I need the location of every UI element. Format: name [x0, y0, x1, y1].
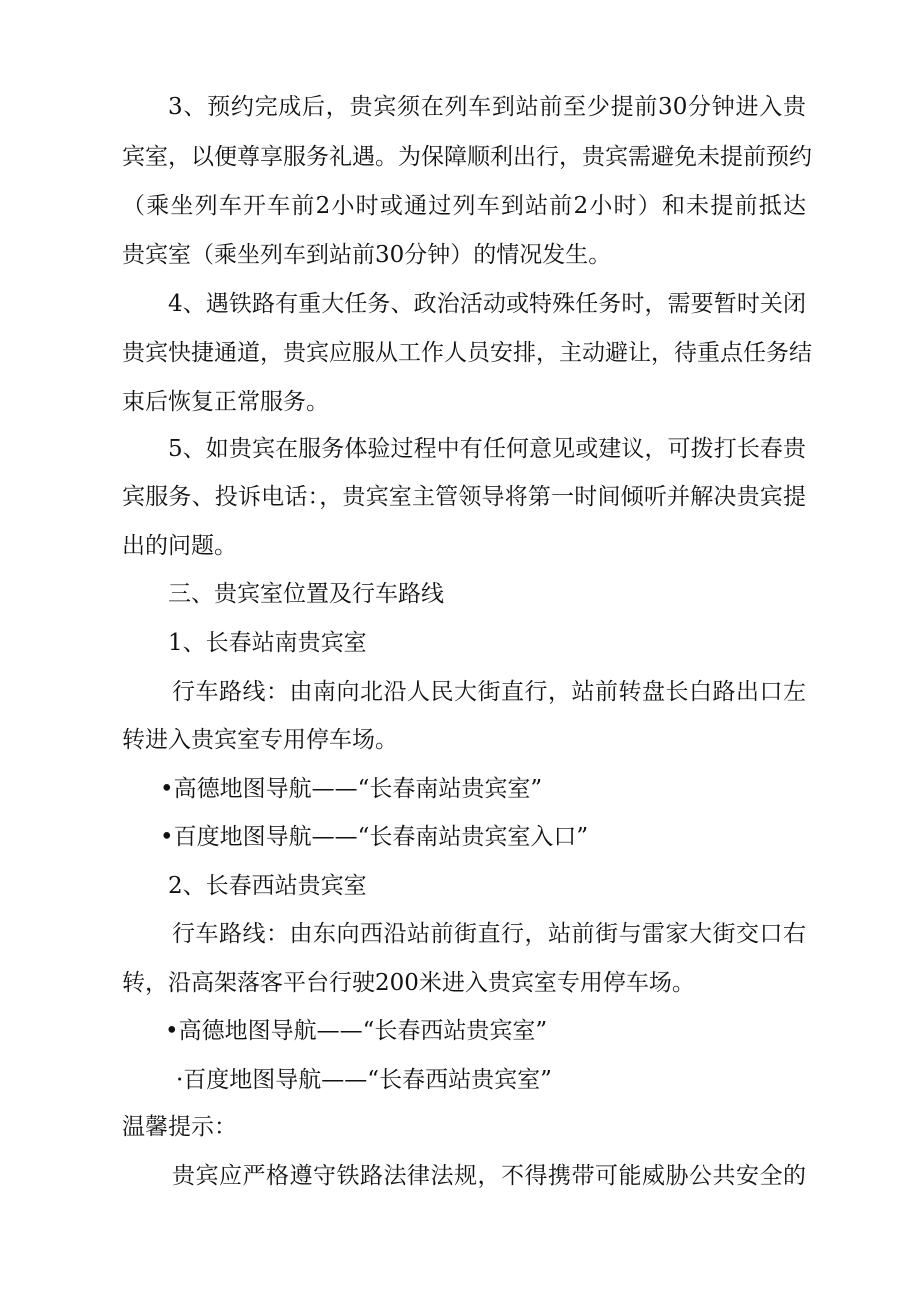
west-gaode-nav: •高德地图导航——“长春西站贵宾室” — [165, 1018, 548, 1044]
paragraph-3-line-2: 宾室，以便尊享服务礼遇。为保障顺利出行，贵宾需避免未提前预约 — [122, 144, 812, 170]
paragraph-4-line-1: 4、遇铁路有重大任务、政治活动或特殊任务时，需要暂时关闭 — [168, 291, 806, 317]
paragraph-5-line-2: 宾服务、投诉电话：，贵宾室主管领导将第一时间倾听并解决贵宾提 — [122, 484, 806, 510]
paragraph-5-line-3: 出的问题。 — [122, 533, 237, 559]
subheading-west-station: 2、长春西站贵宾室 — [168, 873, 367, 899]
paragraph-3-line-4: 贵宾室（乘坐列车到站前30分钟）的情况发生。 — [122, 242, 612, 268]
paragraph-3-line-3: （乘坐列车开车前2小时或通过列车到站前2小时）和未提前抵达 — [122, 193, 806, 219]
paragraph-4-line-2: 贵宾快捷通道，贵宾应服从工作人员安排，主动避让，待重点任务结 — [122, 340, 812, 366]
west-baidu-nav: ·百度地图导航——“长春西站贵宾室” — [176, 1067, 552, 1093]
section-heading: 三、贵宾室位置及行车路线 — [168, 581, 444, 607]
south-route-line-1: 行车路线：由南向北沿人民大街直行，站前转盘长白路出口左 — [172, 679, 806, 705]
south-route-line-2: 转进入贵宾室专用停车场。 — [122, 727, 398, 753]
south-gaode-nav: •高德地图导航——“长春南站贵宾室” — [160, 776, 543, 802]
west-route-line-2: 转，沿高架落客平台行驶200米进入贵宾室专用停车场。 — [122, 970, 695, 996]
warm-tip-heading: 温馨提示： — [122, 1114, 237, 1140]
paragraph-5-line-1: 5、如贵宾在服务体验过程中有任何意见或建议，可拨打长春贵 — [168, 436, 806, 462]
south-baidu-nav: •百度地图导航——“长春南站贵宾室入口” — [160, 824, 589, 850]
paragraph-3-line-1: 3、预约完成后，贵宾须在列车到站前至少提前30分钟进入贵 — [168, 94, 806, 120]
warm-tip-line-1: 贵宾应严格遵守铁路法律法规，不得携带可能威胁公共安全的 — [172, 1163, 806, 1189]
west-route-line-1: 行车路线：由东向西沿站前街直行，站前街与雷家大街交口右 — [172, 921, 806, 947]
subheading-south-station: 1、长春站南贵宾室 — [168, 630, 367, 656]
paragraph-4-line-3: 束后恢复正常服务。 — [122, 389, 329, 415]
